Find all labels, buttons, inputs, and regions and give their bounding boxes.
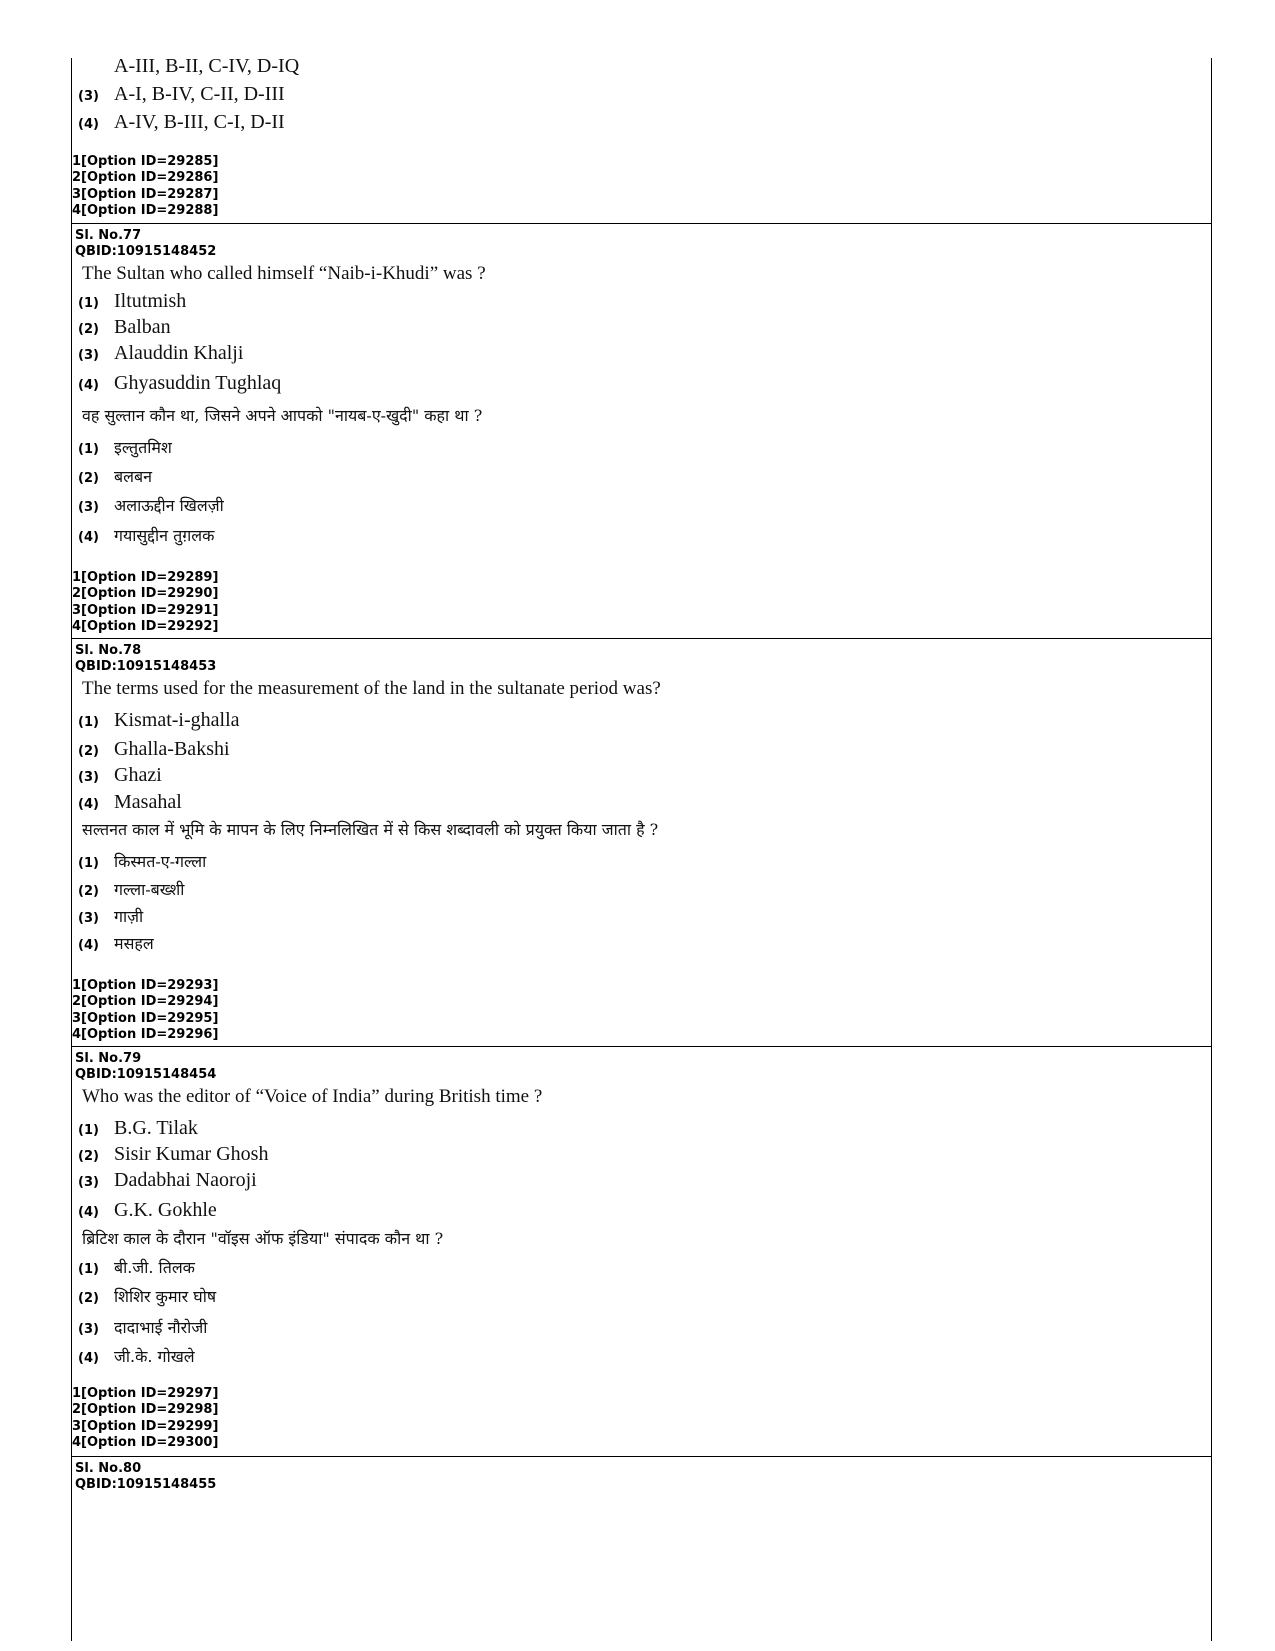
option-text: जी.के. गोखले: [114, 1347, 195, 1366]
option-number: (2): [78, 471, 99, 486]
option-row: [78, 435, 172, 463]
option-text: गाज़ी: [114, 907, 144, 926]
option-row: [78, 109, 285, 138]
option-number: (4): [78, 797, 99, 812]
qbid: QBID:10915148455: [75, 1477, 217, 1492]
question-77: [72, 223, 1211, 639]
option-row: [78, 931, 154, 959]
option-number: (4): [78, 1351, 99, 1366]
option-row: [78, 707, 240, 736]
qbid: QBID:10915148452: [75, 244, 217, 259]
question-paper-frame: [71, 55, 1212, 1641]
option-text: A-I, B-IV, C-II, D-III: [114, 83, 285, 105]
option-row: [78, 1141, 268, 1170]
question-76-continuation: [72, 55, 1211, 223]
option-text: A-III, B-II, C-IV, D-IQ: [114, 55, 300, 77]
option-text: बलबन: [114, 467, 153, 486]
option-number: (3): [78, 770, 99, 785]
option-row: [78, 849, 206, 877]
option-number: (2): [78, 1149, 99, 1164]
option-text: Ghyasuddin Tughlaq: [114, 372, 282, 394]
option-text: Iltutmish: [114, 290, 187, 312]
question-78: [72, 638, 1211, 1047]
qbid: QBID:10915148454: [75, 1067, 217, 1082]
option-text: Ghalla-Bakshi: [114, 738, 230, 760]
serial-number: Sl. No.79: [75, 1051, 142, 1066]
option-text: Balban: [114, 316, 171, 338]
option-row: [78, 1315, 207, 1343]
question-text-english: Who was the editor of “Voice of India” during British time ?: [82, 1086, 543, 1107]
option-row: [78, 1344, 195, 1372]
option-id: 2[Option ID=29298]: [72, 1402, 219, 1418]
option-number: (1): [78, 1262, 99, 1277]
option-row: [78, 81, 285, 110]
option-text: Kismat-i-ghalla: [114, 709, 240, 731]
option-row: [78, 53, 299, 81]
option-number: (3): [78, 1322, 99, 1337]
option-id: 3[Option ID=29295]: [72, 1010, 219, 1026]
option-row: [78, 1167, 257, 1196]
option-text: Sisir Kumar Ghosh: [114, 1143, 269, 1165]
option-number: (1): [78, 296, 99, 311]
question-text-english: The terms used for the measurement of the land in the sultanate period was?: [82, 678, 661, 699]
option-number: (2): [78, 744, 99, 759]
option-number: (1): [78, 856, 99, 871]
option-text: दादाभाई नौरोजी: [114, 1318, 208, 1337]
option-id-list: [72, 154, 218, 219]
option-id-list: [72, 570, 218, 635]
question-text-hindi: सल्तनत काल में भूमि के मापन के लिए निम्नलिखित में से किस शब्दावली को प्रयुक्त किया जाता है ?: [82, 820, 659, 839]
option-row: [78, 370, 281, 399]
option-id: 4[Option ID=29288]: [72, 202, 219, 218]
option-row: [78, 1284, 216, 1312]
option-number: (3): [78, 1175, 99, 1190]
option-text: मसहल: [114, 934, 154, 953]
option-id-list: [72, 978, 218, 1043]
option-number: (4): [78, 117, 99, 132]
option-id: 2[Option ID=29290]: [72, 586, 219, 602]
option-number: (1): [78, 715, 99, 730]
option-row: [78, 736, 230, 765]
option-row: [78, 904, 143, 932]
option-number: (3): [78, 500, 99, 515]
option-text: बी.जी. तिलक: [114, 1258, 195, 1277]
option-number: (1): [78, 1123, 99, 1138]
option-number: (3): [78, 89, 99, 104]
option-row: [78, 464, 152, 492]
option-row: [78, 789, 182, 818]
option-row: [78, 1197, 217, 1226]
option-row: [78, 493, 224, 521]
option-number: (3): [78, 911, 99, 926]
option-text: Dadabhai Naoroji: [114, 1169, 257, 1191]
option-row: [78, 314, 171, 343]
option-id: 3[Option ID=29287]: [72, 186, 219, 202]
option-id: 1[Option ID=29293]: [72, 978, 219, 993]
serial-number: Sl. No.77: [75, 228, 142, 243]
option-id: 1[Option ID=29289]: [72, 570, 219, 585]
option-number: (4): [78, 530, 99, 545]
option-number: (4): [78, 378, 99, 393]
option-text: किस्मत-ए-गल्ला: [114, 852, 207, 871]
option-id: 4[Option ID=29300]: [72, 1434, 219, 1450]
option-id: 1[Option ID=29297]: [72, 1386, 219, 1401]
option-text: इल्तुतमिश: [114, 438, 172, 457]
option-id: 2[Option ID=29294]: [72, 994, 219, 1010]
option-id: 4[Option ID=29292]: [72, 618, 219, 634]
qbid: QBID:10915148453: [75, 659, 217, 674]
option-row: [78, 1115, 198, 1144]
question-text-english: The Sultan who called himself “Naib-i-Khudi” was ?: [82, 263, 486, 284]
option-number: (2): [78, 884, 99, 899]
option-text: Alauddin Khalji: [114, 342, 244, 364]
option-number: (1): [78, 442, 99, 457]
option-row: [78, 523, 214, 551]
question-text-hindi: वह सुल्तान कौन था, जिसने अपने आपको "नायब-ए-खुदी" कहा था ?: [82, 406, 483, 425]
option-text: Ghazi: [114, 764, 162, 786]
serial-number: Sl. No.78: [75, 643, 142, 658]
option-number: (2): [78, 322, 99, 337]
option-row: [78, 288, 186, 317]
question-text-hindi: ब्रिटिश काल के दौरान "वॉइस ऑफ इंडिया" संपादक कौन था ?: [82, 1229, 444, 1248]
option-text: A-IV, B-III, C-I, D-II: [114, 111, 285, 133]
option-row: [78, 877, 184, 905]
option-number: (3): [78, 348, 99, 363]
question-80: [72, 1456, 1211, 1642]
option-row: [78, 1255, 195, 1283]
option-text: अलाऊद्दीन खिलज़ी: [114, 496, 224, 515]
option-id: 2[Option ID=29286]: [72, 170, 219, 186]
option-text: गयासुद्दीन तुग़लक: [114, 526, 215, 545]
option-number: (2): [78, 1291, 99, 1306]
question-79: [72, 1046, 1211, 1457]
option-text: G.K. Gokhle: [114, 1199, 217, 1221]
option-id: 4[Option ID=29296]: [72, 1026, 219, 1042]
option-id: 3[Option ID=29299]: [72, 1418, 219, 1434]
option-id: 1[Option ID=29285]: [72, 154, 219, 169]
option-id-list: [72, 1386, 218, 1451]
option-text: Masahal: [114, 791, 182, 813]
option-row: [78, 762, 162, 791]
option-row: [78, 340, 243, 369]
option-text: शिशिर कुमार घोष: [114, 1287, 217, 1306]
option-id: 3[Option ID=29291]: [72, 602, 219, 618]
option-number: (4): [78, 938, 99, 953]
serial-number: Sl. No.80: [75, 1461, 142, 1476]
option-text: B.G. Tilak: [114, 1117, 198, 1139]
option-number: (4): [78, 1205, 99, 1220]
option-text: गल्ला-बख्शी: [114, 880, 185, 899]
